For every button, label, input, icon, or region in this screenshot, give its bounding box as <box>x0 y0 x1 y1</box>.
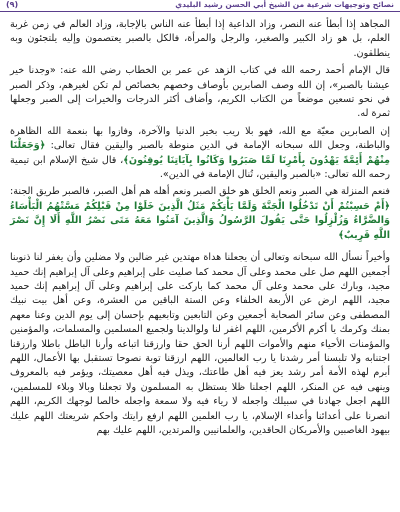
running-header <box>0 0 400 12</box>
quran-verse-1: ﴿وَجَعَلْنَا مِنْهُمْ أَئِمَّةً يَهْدُونَ بِأَمْرِنَا لَمَّا صَبَرُوا وَكَانُوا بِآيَاتِنَا يُوقِنُونَ﴾ <box>10 140 390 166</box>
paragraph-2: قال الإمام أحمد رحمه الله في كتاب الزهد عن عمر بن الخطاب رضي الله عنه: «وجدنا خير عيشنا بالصبر»، إن الله وصف الصابرين بأوصاف وخصهم بخصائص لم تكن لغيرهم، وذكر الصبر في نحو تسعين موضعاً من الكتاب الكريم، وأضاف أكثر الدرجات والخيرات إلى الصبر وجعلها ثمرة له. <box>10 65 390 120</box>
paragraph-5: وأخيراً نسأل الله سبحانه وتعالى أن يجعلنا هداة مهتدين غير ضالين ولا مضلين وأن يغفر لنا ذنوبنا أجمعين اللهم صل على محمد وعلى آل محمد كما صليت على إبراهيم وعلى آل إبراهيم إنك حميد مجيد، وبارك على محمد وعلى آل محمد كما باركت على إبراهيم وعلى آل إبراهيم إنك حميد مجيد، اللهم ارض عن الأربعة الخلفاء وعن الستة الباقين من العشرة، وعن أهل بيت نبيك المصطفى وعن سائر الصحابة أجمعين وعن التابعين وتابعيهم بإحسان إلى يوم الدين وعنا معهم بمنك وكرمك يا أكرم الأكرمين، اللهم اغفر لنا ولوالدينا ولجميع المسلمين والمسلمات، والمؤمنين والمؤمنات الأحياء منهم والأموات اللهم أرنا الحق حقا وارزقنا اتباعه وأرنا الباطل باطلا وارزقنا اجتنابه ولا تلبسنا أمر رشدنا يا رب العالمين، اللهم ارزقنا توبة نصوحا تستقبل بها الأعمال، اللهم أبرم لهذه الأمة أمر رشد يعز فيه أهل طاعتك، ويذل فيه أهل معصيتك، ويؤمر فيه بالمعروف وينهى فيه عن المنكر، اللهم اجعلنا ظلا يستظل به المسلمون ولا تجعلنا وبالا وبلاء للمسلمين، اللهم اجعل جهادنا في سبيلك واجعله لا رياء فيه ولا سمعة واجعله خالصا لوجهك الكريم، اللهم انصرنا على أعدائنا وأعداء الإسلام، يا رب العلمين اللهم ارفع رايتك واحكم شريعتك اللهم عليك بيهود الغاصبين والأمريكان الحاقدين، والعلمانيين والمرتدين، اللهم عليك بهم <box>10 252 390 436</box>
paragraph-3-text-b: ، قال شيخ الإسلام ابن تيمية رحمه الله تعالى: «بالصبر واليقين، تُنال الإمامة في الدين». <box>10 154 390 181</box>
paragraph-3-text-a: إن الصابرين معيّة مع الله، فهو بلا ريب بخير الدنيا والآخرة، وفازوا بها بنعمة الله الظاهرة والباطنة، وجعل الله سبحانه الإمامة في الدين منوطة بالصبر واليقين فقال تعالى: <box>10 125 390 152</box>
page-number: (٩) <box>6 0 19 9</box>
header-title: نصائح وتوجيهات شرعية من الشيخ أبي الحسن رشيد البليدي <box>175 0 394 9</box>
quran-verse-2: ﴿أَمْ حَسِبْتُمْ أَنْ تَدْخُلُوا الْجَنَّةَ وَلَمَّا يَأْتِكُمْ مَثَلُ الَّذِينَ خَلَوْا مِنْ قَبْلِكُمْ مَسَّتْهُمُ الْبَأْسَاءُ وَالضَّرَّاءُ وَزُلْزِلُوا حَتَّى يَقُولَ الرَّسُولُ وَالَّذِينَ آمَنُوا مَعَهُ مَتَى نَصْرُ اللَّهِ أَلَا إِنَّ نَصْرَ اللَّهِ قَرِيبٌ﴾ <box>10 200 390 241</box>
paragraph-1: المجاهد إذا أبطأ عنه النصر، وزاد الداعية إذا أبطأ عنه الناس بالإجابة، وزاد العالم في زمن غربة العلم، بل هو زاد الكبير والصغير، والرجل والمرأة، فالكل بالصبر يعتصمون وإليه يلتجئون وبه ينطلقون. <box>10 19 390 59</box>
paragraph-3 <box>10 125 390 183</box>
body-text <box>10 18 390 508</box>
paragraph-4-text: فنعم المنزلة هي الصبر ونعم الخلق هو خلق الصبر ونعم أهله هم أهل الصبر، فالصبر طريق الجنة: <box>10 186 390 198</box>
paragraph-4 <box>10 185 390 243</box>
